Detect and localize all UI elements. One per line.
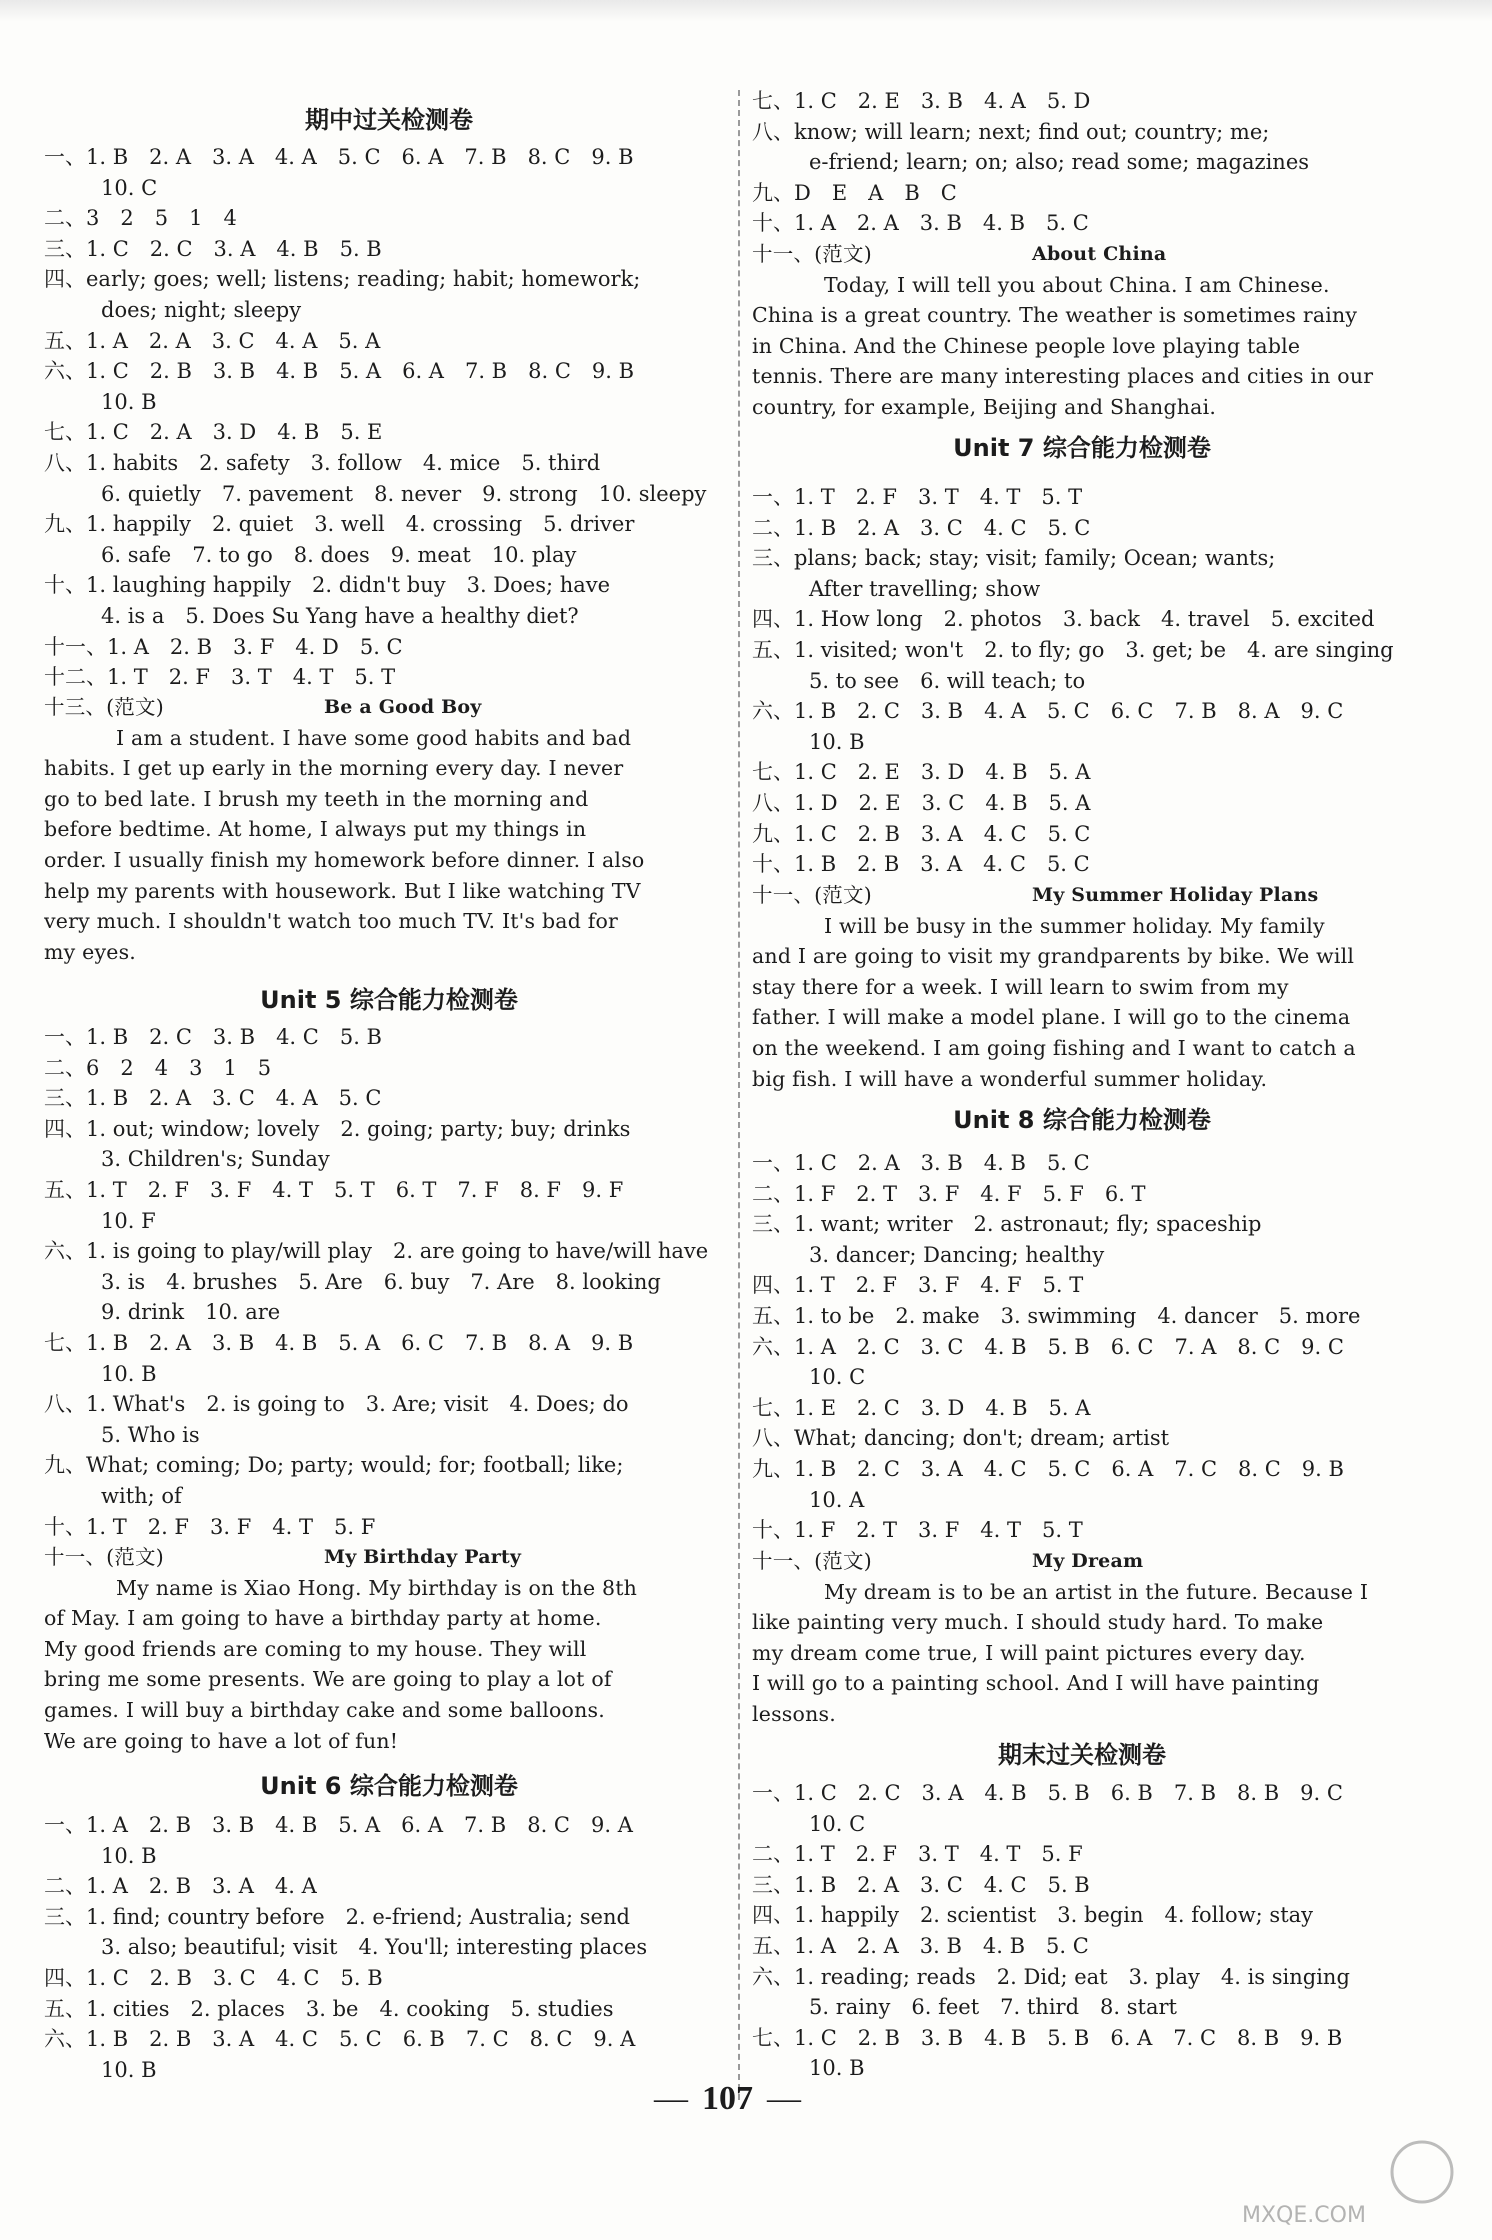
essay-line: go to bed late. I brush my teeth in the morning and <box>44 786 589 811</box>
answer-line: 3. dancer; Dancing; healthy <box>788 1242 1105 1267</box>
answer-line: 二、3 2 5 1 4 <box>44 206 237 231</box>
answer-line: 十、1. T 2. F 3. F 4. T 5. F <box>44 1514 376 1539</box>
answer-line: 十二、1. T 2. F 3. T 4. T 5. T <box>44 665 396 690</box>
answer-line: 四、1. How long 2. photos 3. back 4. travel 5. excited <box>752 607 1375 632</box>
essay-line: of May. I am going to have a birthday party at home. <box>44 1606 602 1631</box>
answer-line: 五、1. A 2. A 3. B 4. B 5. C <box>752 1933 1089 1958</box>
answer-line: 十、1. laughing happily 2. didn't buy 3. Does; have <box>44 573 611 598</box>
answer-line: 10. B <box>80 389 157 414</box>
essay-line: China is a great country. The weather is sometimes rainy <box>752 303 1358 328</box>
answer-line: 三、plans; back; stay; visit; family; Ocean; wants; <box>752 546 1276 571</box>
answer-line: 10. A <box>788 1487 865 1512</box>
section-title: 期末过关检测卷 <box>998 1741 1166 1769</box>
answer-line: 八、1. What's 2. is going to 3. Are; visit 4. Does; do <box>44 1392 629 1417</box>
essay-label: 十一、(范文) <box>752 883 872 907</box>
essay-line: tennis. There are many interesting places and cities in our <box>752 364 1374 389</box>
section-block <box>752 1735 1412 1775</box>
essay-line: lessons. <box>752 1701 836 1726</box>
section-block <box>44 980 734 1020</box>
section-block <box>752 1148 1412 1546</box>
essay-line: My good friends are coming to my house. They will <box>44 1636 587 1661</box>
answer-line: 七、1. E 2. C 3. D 4. B 5. A <box>752 1395 1091 1420</box>
section-block <box>44 1766 734 1806</box>
answer-line: 二、1. A 2. B 3. A 4. A <box>44 1874 317 1899</box>
section-block <box>752 1546 1412 1730</box>
essay-line: country, for example, Beijing and Shanghai. <box>752 394 1217 419</box>
essay-line: order. I usually finish my homework before dinner. I also <box>44 847 645 872</box>
answer-line: 十一、1. A 2. B 3. F 4. D 5. C <box>44 634 403 659</box>
answer-line: 5. rainy 6. feet 7. third 8. start <box>788 1995 1177 2020</box>
answer-line: 10. B <box>788 729 865 754</box>
essay-title: Be a Good Boy <box>324 696 482 718</box>
answer-line: 六、1. B 2. C 3. B 4. A 5. C 6. C 7. B 8. A 9. C <box>752 699 1344 724</box>
essay-line: like painting very much. I should study hard. To make <box>752 1610 1324 1635</box>
answer-line: 10. C <box>80 175 158 200</box>
answer-line: 6. quietly 7. pavement 8. never 9. strong 10. sleepy <box>80 481 707 506</box>
answer-line: 九、1. B 2. C 3. A 4. C 5. C 6. A 7. C 8. C 9. B <box>752 1456 1344 1481</box>
essay-header <box>44 692 734 723</box>
essay-line: stay there for a week. I will learn to swim from my <box>752 974 1289 999</box>
answer-line: e-friend; learn; on; also; read some; magazines <box>788 150 1310 175</box>
section-block <box>752 86 1412 239</box>
answer-line: 二、6 2 4 3 1 5 <box>44 1055 272 1080</box>
answer-line: 10. B <box>80 1843 157 1868</box>
answer-line: 五、1. to be 2. make 3. swimming 4. dancer 5. more <box>752 1303 1361 1328</box>
essay-title: My Birthday Party <box>324 1546 522 1568</box>
essay-header <box>752 1546 1412 1577</box>
answer-line: 三、1. find; country before 2. e-friend; Australia; send <box>44 1904 630 1929</box>
section-block <box>44 142 734 693</box>
answer-line: 十、1. B 2. B 3. A 4. C 5. C <box>752 852 1090 877</box>
section-block <box>44 1542 734 1756</box>
section-block <box>752 482 1412 880</box>
answer-line: 5. to see 6. will teach; to <box>788 668 1086 693</box>
section-block <box>752 1100 1412 1140</box>
answer-line: with; of <box>80 1483 182 1508</box>
svg-text:MXQE.COM: MXQE.COM <box>1242 2203 1366 2228</box>
answer-line: 三、1. B 2. A 3. C 4. C 5. B <box>752 1872 1090 1897</box>
essay-line: games. I will buy a birthday cake and some balloons. <box>44 1697 605 1722</box>
answer-line: 10. F <box>80 1208 156 1233</box>
essay-header <box>752 880 1412 911</box>
answer-line: 四、1. happily 2. scientist 3. begin 4. follow; stay <box>752 1903 1314 1928</box>
answer-line: 四、1. C 2. B 3. C 4. C 5. B <box>44 1965 383 1990</box>
section-title: Unit 7 综合能力检测卷 <box>953 434 1211 462</box>
answer-line: 七、1. C 2. E 3. B 4. A 5. D <box>752 89 1091 113</box>
answer-line: 五、1. visited; won't 2. to fly; go 3. get; be 4. are singing <box>752 637 1394 662</box>
answer-line: 七、1. B 2. A 3. B 4. B 5. A 6. C 7. B 8. A 9. B <box>44 1330 634 1355</box>
essay-line: Today, I will tell you about China. I am Chinese. <box>824 272 1330 297</box>
answer-line: 四、early; goes; well; listens; reading; habit; homework; <box>44 267 641 292</box>
answer-line: 八、1. D 2. E 3. C 4. B 5. A <box>752 790 1091 815</box>
answer-line: 一、1. B 2. A 3. A 4. A 5. C 6. A 7. B 8. C 9. B <box>44 145 634 169</box>
section-title: Unit 8 综合能力检测卷 <box>953 1106 1211 1134</box>
essay-header <box>44 1542 734 1573</box>
answer-line: 八、know; will learn; next; find out; country; me; <box>752 119 1270 144</box>
column-divider <box>738 90 740 2100</box>
answer-line: 10. B <box>80 1361 157 1386</box>
essay-line: on the weekend. I am going fishing and I want to catch a <box>752 1035 1356 1060</box>
answer-line: 3. Children's; Sunday <box>80 1147 330 1172</box>
answer-line: 八、What; dancing; don't; dream; artist <box>752 1426 1170 1451</box>
scan-edge <box>0 0 1492 22</box>
essay-line: bring me some presents. We are going to play a lot of <box>44 1667 612 1692</box>
answer-line: 七、1. C 2. B 3. B 4. B 5. B 6. A 7. C 8. B 9. B <box>752 2025 1343 2050</box>
answer-line: 五、1. T 2. F 3. F 4. T 5. T 6. T 7. F 8. F 9. F <box>44 1177 624 1202</box>
answer-line: 9. drink 10. are <box>80 1300 281 1325</box>
answer-line: 九、1. happily 2. quiet 3. well 4. crossing 5. driver <box>44 512 635 537</box>
section-block <box>44 100 734 140</box>
essay-title: My Summer Holiday Plans <box>1032 884 1319 906</box>
section-block <box>752 239 1412 423</box>
section-block <box>752 428 1412 468</box>
answer-line: 八、1. habits 2. safety 3. follow 4. mice 5. third <box>44 450 601 475</box>
answer-line: 10. B <box>80 2057 157 2082</box>
answer-line: does; night; sleepy <box>80 297 302 322</box>
answer-line: 一、1. C 2. C 3. A 4. B 5. B 6. B 7. B 8. B 9. C <box>752 1781 1343 1805</box>
essay-line: father. I will make a model plane. I will go to the cinema <box>752 1005 1351 1030</box>
essay-line: my dream come true, I will paint pictures every day. <box>752 1640 1306 1665</box>
essay-line: habits. I get up early in the morning every day. I never <box>44 756 624 781</box>
watermark-logo <box>1232 2132 1462 2232</box>
answer-line: 二、1. T 2. F 3. T 4. T 5. F <box>752 1842 1083 1867</box>
answer-line: 六、1. C 2. B 3. B 4. B 5. A 6. A 7. B 8. C 9. B <box>44 359 635 384</box>
answer-line: 六、1. reading; reads 2. Did; eat 3. play 4. is singing <box>752 1964 1350 1989</box>
essay-title: My Dream <box>1032 1550 1144 1572</box>
section-block <box>752 880 1412 1094</box>
answer-line: 十、1. F 2. T 3. F 4. T 5. T <box>752 1518 1083 1543</box>
answer-line: 五、1. cities 2. places 3. be 4. cooking 5. studies <box>44 1996 614 2021</box>
essay-header <box>752 239 1412 270</box>
answer-line: 三、1. want; writer 2. astronaut; fly; spaceship <box>752 1212 1262 1237</box>
essay-line: My name is Xiao Hong. My birthday is on the 8th <box>116 1575 638 1600</box>
answer-line: 二、1. F 2. T 3. F 4. F 5. F 6. T <box>752 1181 1146 1206</box>
answer-line: 10. C <box>788 1811 866 1836</box>
essay-line: I am a student. I have some good habits and bad <box>116 725 632 750</box>
section-block <box>44 1022 734 1542</box>
answer-line: After travelling; show <box>788 576 1041 601</box>
answer-line: 九、D E A B C <box>752 180 957 205</box>
essay-line: before bedtime. At home, I always put my things in <box>44 817 587 842</box>
essay-line: We are going to have a lot of fun! <box>44 1728 399 1753</box>
answer-line: 四、1. T 2. F 3. F 4. F 5. T <box>752 1273 1084 1298</box>
essay-label: 十一、(范文) <box>752 242 872 266</box>
answer-line: 九、What; coming; Do; party; would; for; football; like; <box>44 1453 624 1478</box>
essay-line: my eyes. <box>44 939 137 964</box>
section-title: Unit 6 综合能力检测卷 <box>260 1772 518 1800</box>
essay-line: I will go to a painting school. And I will have painting <box>752 1671 1320 1696</box>
essay-label: 十一、(范文) <box>752 1549 872 1573</box>
answer-line: 二、1. B 2. A 3. C 4. C 5. C <box>752 515 1091 540</box>
essay-line: I will be busy in the summer holiday. My family <box>824 913 1325 938</box>
answer-line: 六、1. is going to play/will play 2. are going to have/will have <box>44 1239 709 1264</box>
section-block <box>44 1810 734 2085</box>
answer-line: 一、1. B 2. C 3. B 4. C 5. B <box>44 1025 382 1049</box>
answer-line: 3. is 4. brushes 5. Are 6. buy 7. Are 8. looking <box>80 1269 661 1294</box>
answer-line: 七、1. C 2. E 3. D 4. B 5. A <box>752 760 1091 785</box>
essay-line: My dream is to be an artist in the future. Because I <box>824 1579 1369 1604</box>
answer-line: 七、1. C 2. A 3. D 4. B 5. E <box>44 420 383 445</box>
answer-line: 一、1. T 2. F 3. T 4. T 5. T <box>752 485 1083 509</box>
answer-line: 6. safe 7. to go 8. does 9. meat 10. play <box>80 542 577 567</box>
answer-line: 九、1. C 2. B 3. A 4. C 5. C <box>752 821 1091 846</box>
essay-label: 十三、(范文) <box>44 695 164 719</box>
section-block <box>44 692 734 967</box>
page-number: — 107 — <box>654 2080 801 2117</box>
answer-line: 三、1. C 2. C 3. A 4. B 5. B <box>44 236 382 261</box>
answer-line: 一、1. C 2. A 3. B 4. B 5. C <box>752 1151 1090 1175</box>
answer-line: 三、1. B 2. A 3. C 4. A 5. C <box>44 1086 382 1111</box>
essay-title: About China <box>1032 243 1167 265</box>
answer-line: 一、1. A 2. B 3. B 4. B 5. A 6. A 7. B 8. C 9. A <box>44 1813 633 1837</box>
essay-line: very much. I shouldn't watch too much TV. It's bad for <box>44 909 619 934</box>
answer-line: 六、1. B 2. B 3. A 4. C 5. C 6. B 7. C 8. C 9. A <box>44 2027 636 2052</box>
answer-line: 五、1. A 2. A 3. C 4. A 5. A <box>44 328 381 353</box>
section-title: Unit 5 综合能力检测卷 <box>260 986 518 1014</box>
essay-line: in China. And the Chinese people love playing table <box>752 333 1301 358</box>
answer-line: 十、1. A 2. A 3. B 4. B 5. C <box>752 211 1089 236</box>
essay-label: 十一、(范文) <box>44 1545 164 1569</box>
answer-line: 3. also; beautiful; visit 4. You'll; interesting places <box>80 1935 648 1960</box>
section-title: 期中过关检测卷 <box>305 106 473 134</box>
essay-line: and I are going to visit my grandparents by bike. We will <box>752 944 1355 969</box>
answer-line: 四、1. out; window; lovely 2. going; party; buy; drinks <box>44 1116 631 1141</box>
answer-line: 10. C <box>788 1365 866 1390</box>
answer-line: 5. Who is <box>80 1422 200 1447</box>
answer-line: 六、1. A 2. C 3. C 4. B 5. B 6. C 7. A 8. C 9. C <box>752 1334 1344 1359</box>
essay-line: help my parents with housework. But I like watching TV <box>44 878 641 903</box>
section-block <box>752 1778 1412 2084</box>
answer-line: 4. is a 5. Does Su Yang have a healthy diet? <box>80 603 579 628</box>
essay-line: big fish. I will have a wonderful summer holiday. <box>752 1066 1268 1091</box>
answer-line: 10. B <box>788 2056 865 2081</box>
